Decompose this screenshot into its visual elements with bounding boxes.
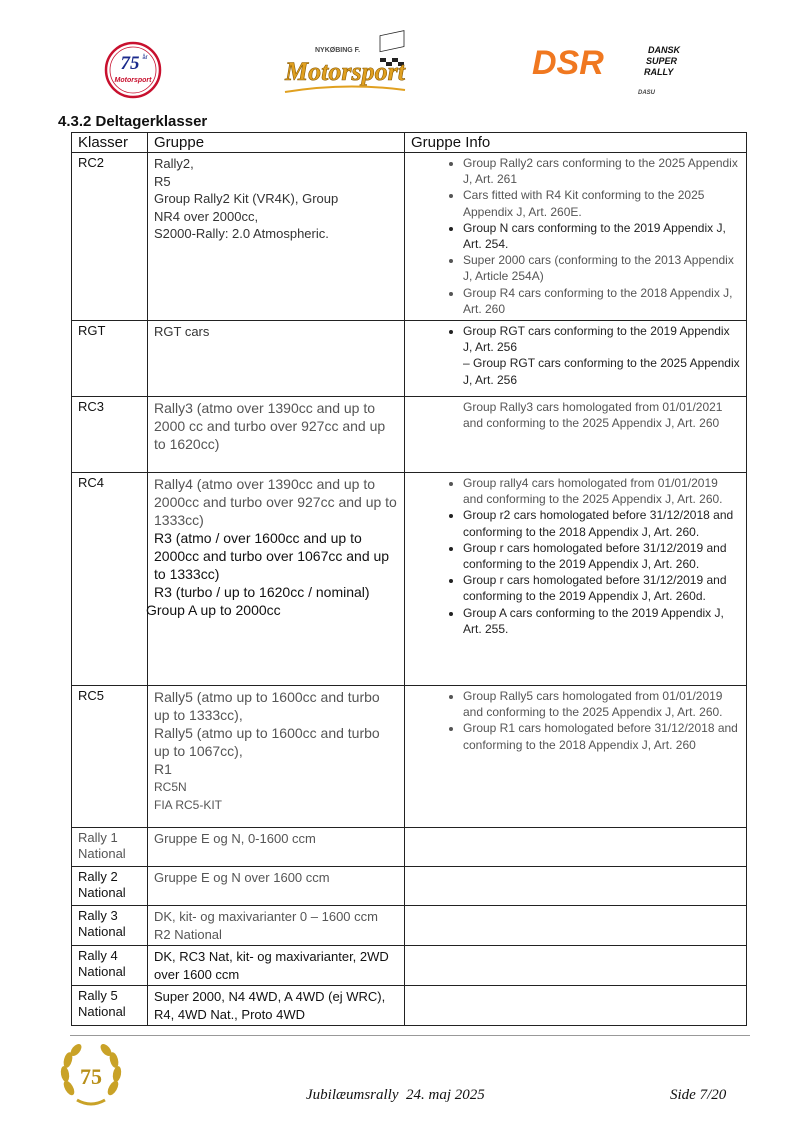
dsr-logo-line3: RALLY xyxy=(644,67,674,77)
column-header-gruppe: Gruppe xyxy=(148,133,405,153)
klasse-cell: RGT xyxy=(72,321,148,397)
info-list xyxy=(411,475,740,637)
klasse-cell: RC4 xyxy=(72,473,148,686)
table-row xyxy=(72,473,747,686)
gruppe-line: Rally5 (atmo up to 1600cc and turbo up to 1333cc), xyxy=(154,689,380,723)
info-cell xyxy=(405,906,747,946)
info-cell xyxy=(405,153,747,321)
info-cell xyxy=(405,321,747,397)
klasse-cell: Rally 4 National xyxy=(72,946,148,986)
table-row xyxy=(72,321,747,397)
page-number: Side 7/20 xyxy=(670,1087,727,1103)
gruppe-line: Gruppe E og N, 0-1600 ccm xyxy=(154,831,316,846)
gruppe-line: RGT cars xyxy=(154,324,210,339)
info-item: • Group N cars conforming to the 2019 Appendix J, Art. 254. xyxy=(463,220,740,252)
gruppe-line: Super 2000, N4 4WD, A 4WD (ej WRC), R4, 4WD Nat., Proto 4WD xyxy=(154,989,386,1022)
klasse-cell: RC2 xyxy=(72,153,148,321)
gruppe-cell xyxy=(148,473,405,686)
info-item: • Group r cars homologated before 31/12/2019 and conforming to the 2019 Appendix J, Art. 260. xyxy=(463,540,740,572)
info-item: • Super 2000 cars (conforming to the 2013 Appendix J, Article 254A) xyxy=(463,252,740,284)
info-cell xyxy=(405,986,747,1026)
column-header-gruppe-info: Gruppe Info xyxy=(405,133,747,153)
gruppe-cell xyxy=(148,946,405,986)
info-item: • Group R1 cars homologated before 31/12/2018 and conforming to the 2018 Appendix J, Art. 260 xyxy=(463,720,740,752)
dsr-logo-mark: DSR xyxy=(532,44,604,82)
page-header xyxy=(0,0,800,110)
klasse-cell: Rally 3 National xyxy=(72,906,148,946)
gruppe-cell xyxy=(148,321,405,397)
table-row xyxy=(72,828,747,867)
gruppe-line: R3 (atmo / over 1600cc and up to 2000cc and turbo over 1067cc and up to 1333cc) xyxy=(154,530,390,582)
info-list xyxy=(411,323,740,355)
gruppe-cell xyxy=(148,906,405,946)
gruppe-line: R3 (turbo / up to 1620cc / nominal) xyxy=(154,584,370,600)
table-row xyxy=(72,906,747,946)
klasse-cell: Rally 5 National xyxy=(72,986,148,1026)
gruppe-line: Rally3 (atmo over 1390cc and up to 2000 cc and turbo over 927cc and up to 1620cc) xyxy=(154,400,386,452)
info-extra: – Group RGT cars conforming to the 2025 Appendix J, Art. 256 xyxy=(463,356,740,387)
gruppe-line: NR4 over 2000cc, xyxy=(154,208,259,224)
table-row xyxy=(72,986,747,1026)
gruppe-cell xyxy=(148,153,405,321)
table-row xyxy=(72,397,747,473)
info-item: • Group Rally2 cars conforming to the 2025 Appendix J, Art. 261 xyxy=(463,155,740,187)
wreath-number: 75 xyxy=(80,1064,102,1089)
dsr-logo-line2: SUPER xyxy=(646,56,678,66)
dsr-logo xyxy=(530,42,700,102)
info-plain: Group Rally3 cars homologated from 01/01/2021 and conforming to the 2025 Appendix J, Art. 260 xyxy=(463,400,723,431)
dsr-logo-sub: DASU xyxy=(638,90,656,96)
75-years-logo xyxy=(103,40,163,100)
klasse-cell: RC3 xyxy=(72,397,148,473)
gruppe-line: Rally5 (atmo up to 1600cc and turbo up to 1067cc), xyxy=(154,725,380,759)
table-row xyxy=(72,946,747,986)
info-item: • Group A cars conforming to the 2019 Appendix J, Art. 255. xyxy=(463,605,740,637)
info-list xyxy=(411,688,740,753)
gruppe-line: Rally4 (atmo over 1390cc and up to 2000cc and turbo over 927cc and up to 1333cc) xyxy=(154,476,397,528)
info-item: • Group RGT cars conforming to the 2019 Appendix J, Art. 256 xyxy=(463,323,740,355)
gruppe-line: Rally2, xyxy=(154,156,194,171)
gruppe-cell xyxy=(148,867,405,906)
klasse-cell: Rally 1 National xyxy=(72,828,148,867)
info-cell xyxy=(405,867,747,906)
table-row xyxy=(72,867,747,906)
gruppe-line: RC5N xyxy=(154,780,187,794)
info-item: • Group R4 cars conforming to the 2018 Appendix J, Art. 260 xyxy=(463,285,740,317)
motorsport-logo-main: Motorsport xyxy=(285,57,405,86)
gruppe-cell xyxy=(148,686,405,828)
gruppe-line: S2000-Rally: 2.0 Atmospheric. xyxy=(154,226,329,241)
info-cell xyxy=(405,828,747,867)
info-item: • Group r2 cars homologated before 31/12/2018 and conforming to the 2018 Appendix J, Art. 260. xyxy=(463,507,740,539)
info-cell xyxy=(405,686,747,828)
motorsport-logo xyxy=(275,30,415,100)
column-header-klasser: Klasser xyxy=(72,133,148,153)
logo-75-number: 75 xyxy=(120,53,140,74)
table-row xyxy=(72,686,747,828)
info-item: • Group Rally5 cars homologated from 01/01/2019 and conforming to the 2025 Appendix J, Art. 260. xyxy=(463,688,740,720)
laurel-wreath-icon xyxy=(55,1040,127,1112)
info-item: • Group r cars homologated before 31/12/2019 and conforming to the 2019 Appendix J, Art. 260d. xyxy=(463,572,740,604)
gruppe-line: Gruppe E og N over 1600 ccm xyxy=(154,870,330,885)
info-item: • Group rally4 cars homologated from 01/01/2019 and conforming to the 2025 Appendix J, Art. 260. xyxy=(463,475,740,507)
logo-75-sup: år xyxy=(142,55,148,61)
gruppe-line: DK, RC3 Nat, kit- og maxivarianter, 2WD over 1600 ccm xyxy=(154,949,389,982)
footer-event: Jubilæumsrally 24. maj 2025 xyxy=(306,1087,485,1103)
gruppe-line: R1 xyxy=(154,761,172,777)
info-cell xyxy=(405,397,747,473)
gruppe-cell xyxy=(148,986,405,1026)
gruppe-cell xyxy=(148,828,405,867)
gruppe-line: R5 xyxy=(154,173,171,189)
info-item: • Cars fitted with R4 Kit conforming to the 2025 Appendix J, Art. 260E. xyxy=(463,187,740,219)
info-cell xyxy=(405,946,747,986)
klasse-cell: RC5 xyxy=(72,686,148,828)
motorsport-logo-top: NYKØBING F. xyxy=(315,47,361,54)
klasse-cell: Rally 2 National xyxy=(72,867,148,906)
footer-divider xyxy=(70,1035,750,1036)
logo-75-text: Motorsport xyxy=(114,77,152,84)
info-list xyxy=(411,155,740,317)
gruppe-line: Group A up to 2000cc xyxy=(146,602,281,618)
gruppe-cell xyxy=(148,397,405,473)
table-row xyxy=(72,153,747,321)
info-cell xyxy=(405,473,747,686)
section-title: 4.3.2 Deltagerklasser xyxy=(58,113,208,130)
gruppe-line: FIA RC5-KIT xyxy=(154,798,223,812)
participant-classes-table xyxy=(71,132,747,1026)
gruppe-line: R2 National xyxy=(154,926,222,942)
gruppe-line: DK, kit- og maxivarianter 0 – 1600 ccm xyxy=(154,909,378,924)
dsr-logo-line1: DANSK xyxy=(648,45,681,55)
table-header-row xyxy=(72,133,747,153)
gruppe-line: Group Rally2 Kit (VR4K), Group xyxy=(154,191,339,206)
